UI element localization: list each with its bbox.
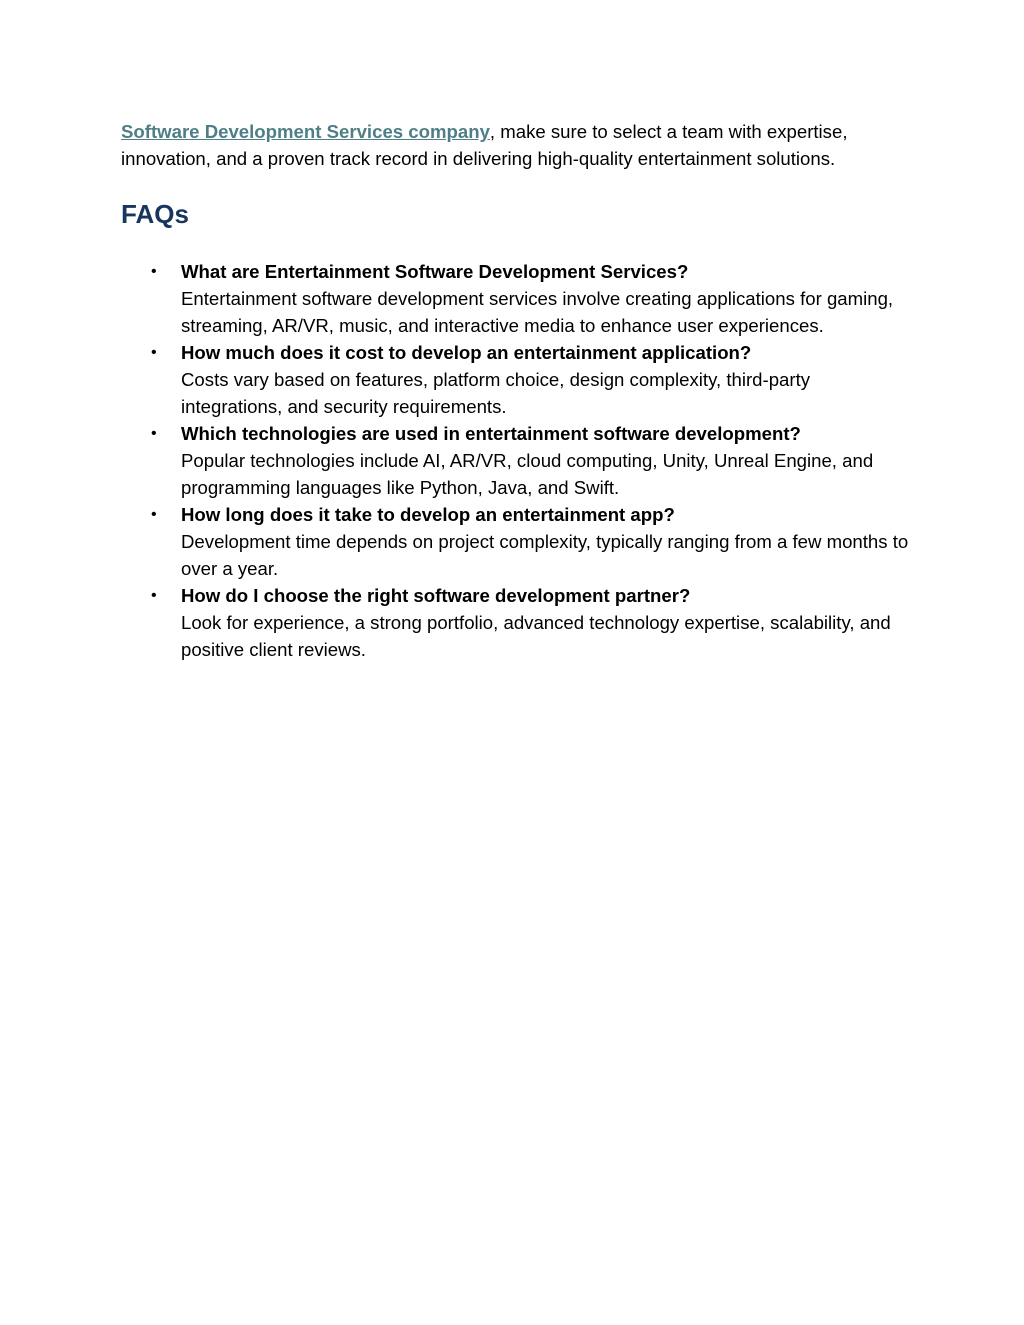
faq-heading: FAQs [121, 199, 189, 229]
faq-question: Which technologies are used in entertainment software development? [181, 423, 801, 444]
faq-answer: Entertainment software development services involve creating applications for gaming, streaming, AR/VR, music, and interactive media to enhance user experiences. [181, 288, 894, 336]
faq-question: How long does it take to develop an entertainment app? [181, 504, 675, 525]
bullet-icon: • [151, 263, 157, 280]
faq-answer: Development time depends on project complexity, typically ranging from a few months to over a year. [181, 531, 909, 579]
faq-answer: Look for experience, a strong portfolio, advanced technology expertise, scalability, and positive client reviews. [181, 612, 891, 660]
faq-item [121, 420, 911, 501]
bullet-icon: • [151, 344, 157, 361]
bullet-icon: • [151, 425, 157, 442]
faq-answer: Costs vary based on features, platform choice, design complexity, third-party integrations, and security requirements. [181, 369, 811, 417]
faq-item [121, 582, 911, 663]
faq-list [121, 258, 911, 663]
bullet-icon: • [151, 587, 157, 604]
faq-item [121, 501, 911, 582]
bullet-icon: • [151, 506, 157, 523]
faq-question: How much does it cost to develop an entertainment application? [181, 342, 752, 363]
software-development-services-link[interactable]: Software Development Services company [121, 121, 490, 142]
faq-question: How do I choose the right software development partner? [181, 585, 691, 606]
faq-item [121, 258, 911, 339]
faq-question: What are Entertainment Software Development Services? [181, 261, 689, 282]
intro-text: , make sure to select a team with expertise, innovation, and a proven track record in delivering high-quality entertainment solutions. [121, 121, 848, 169]
intro-paragraph [121, 118, 911, 172]
faq-answer: Popular technologies include AI, AR/VR, cloud computing, Unity, Unreal Engine, and programming languages like Python, Java, and Swift. [181, 450, 874, 498]
page-content [121, 118, 911, 663]
faq-item [121, 339, 911, 420]
